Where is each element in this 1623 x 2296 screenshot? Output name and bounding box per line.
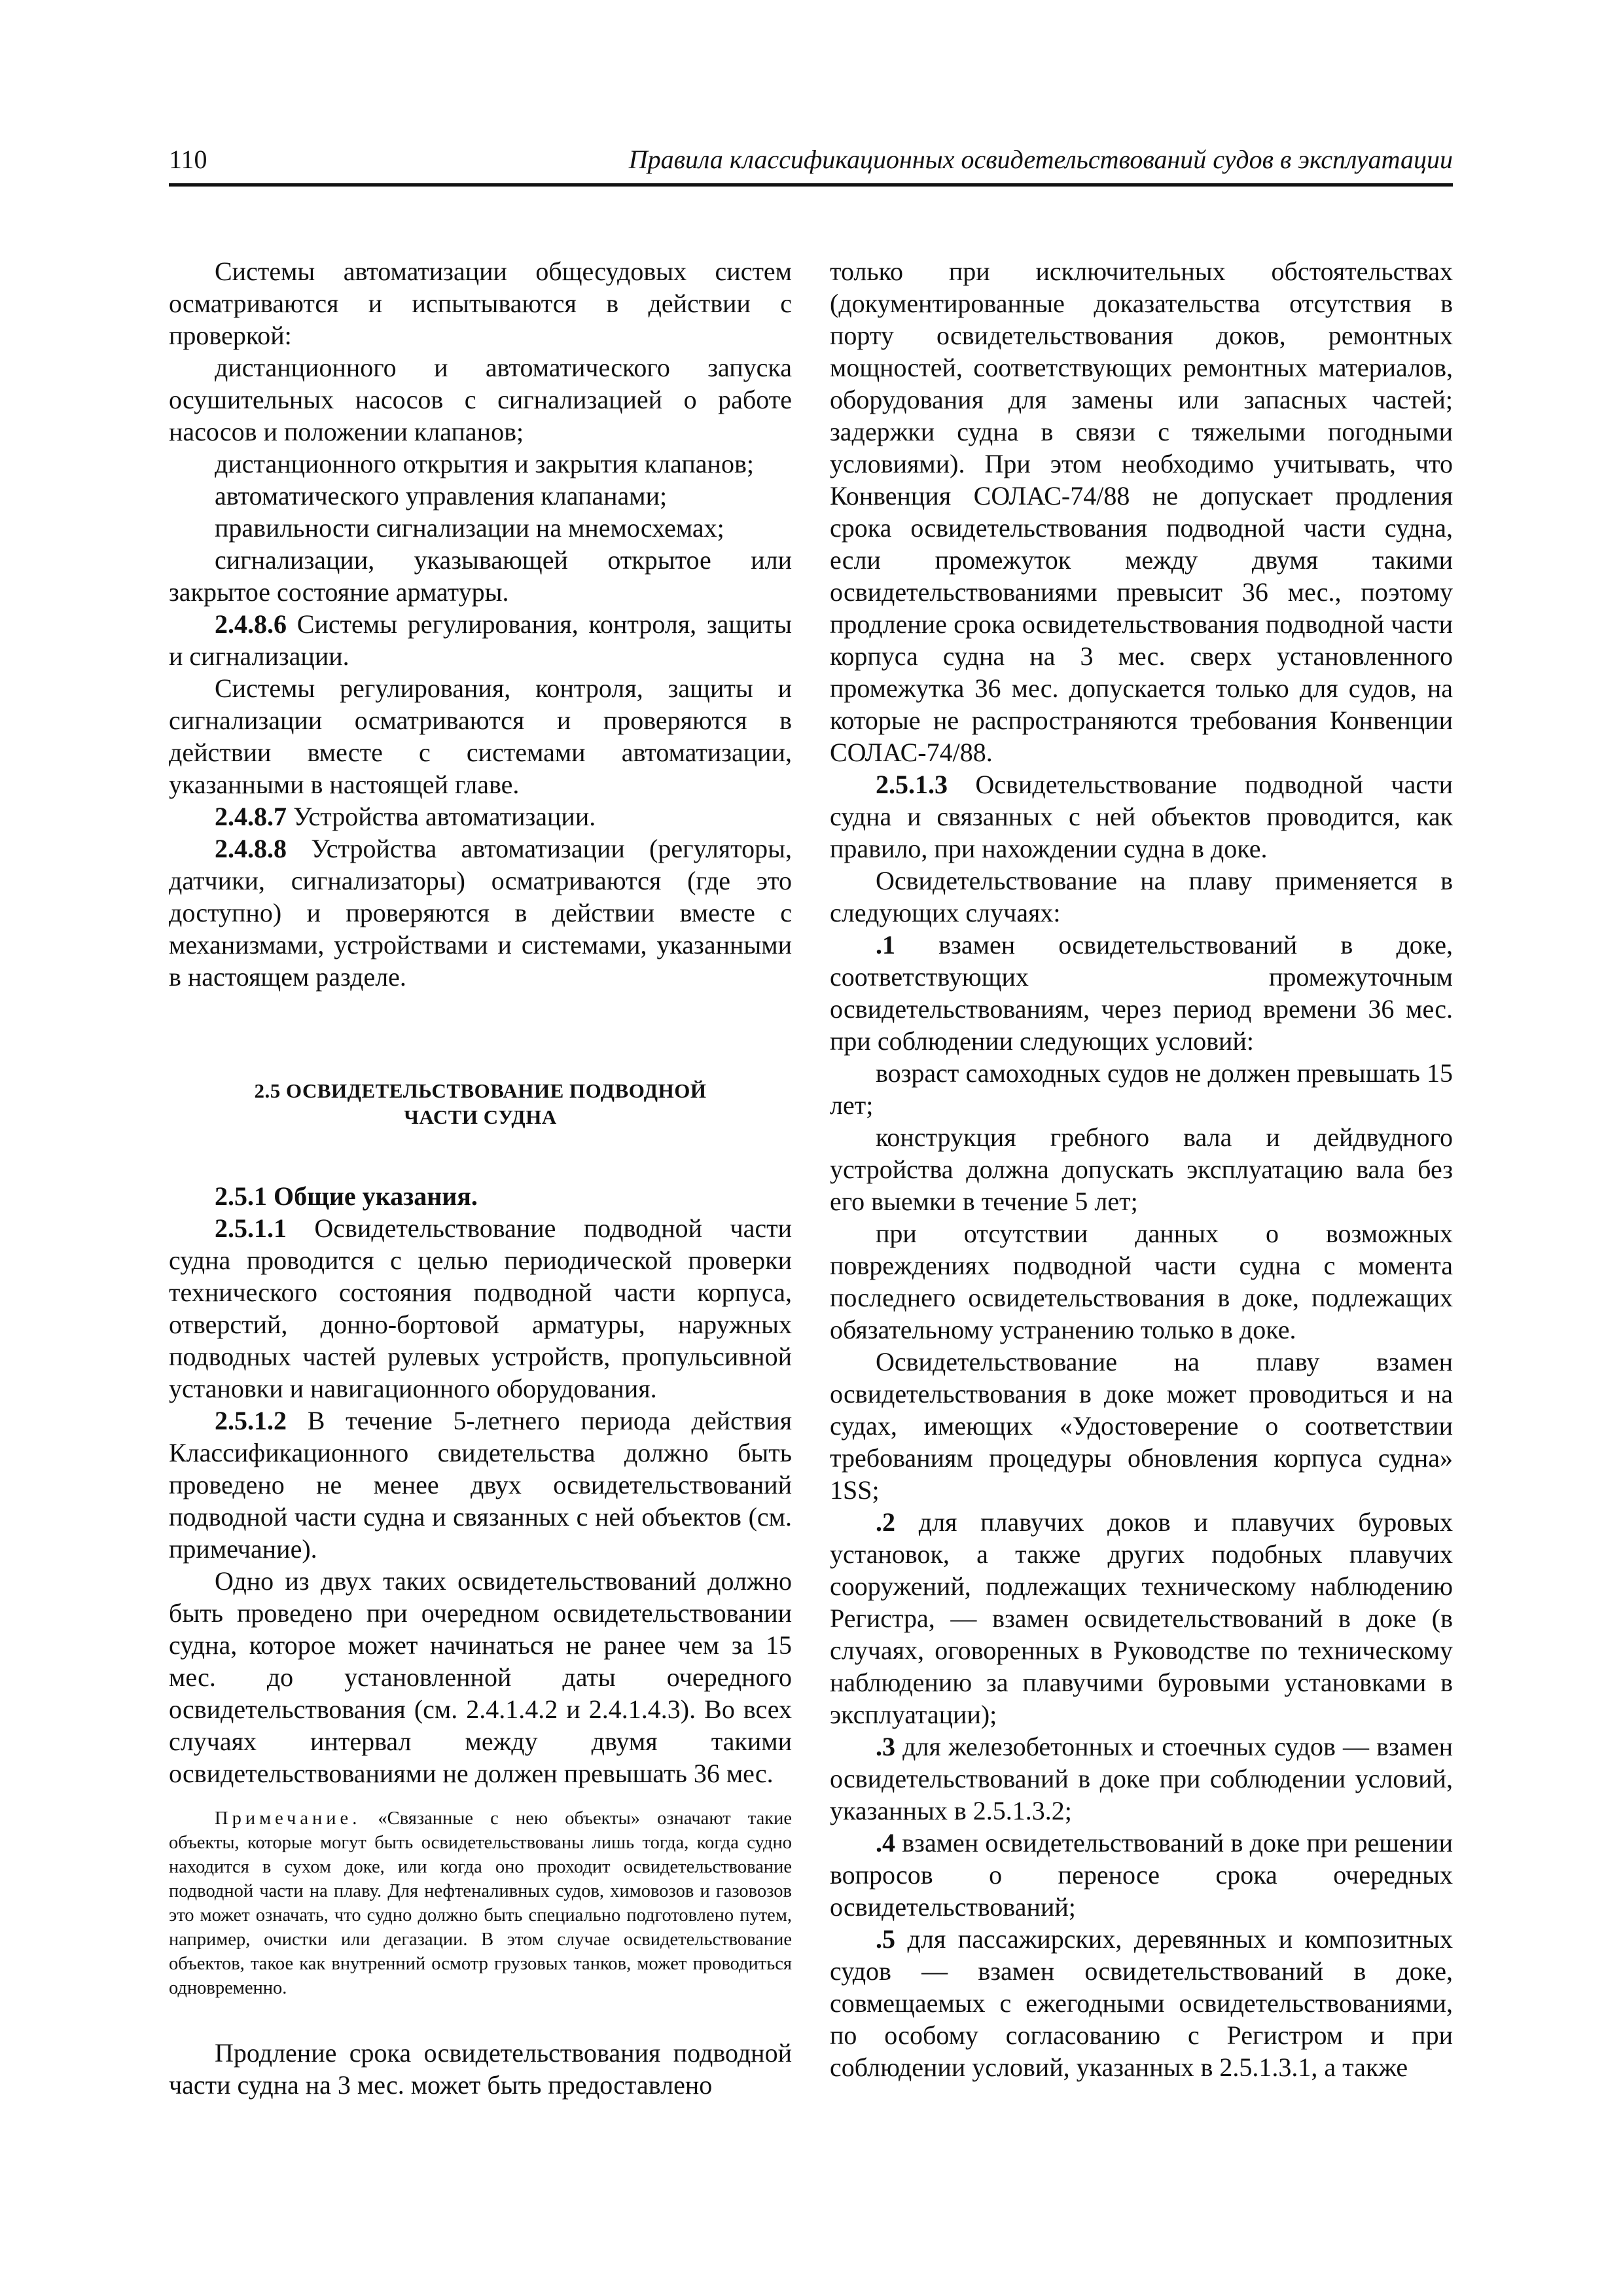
clause-number: 2.4.8.6 (215, 609, 287, 639)
paragraph: только при исключительных обстоятельствах (документированные доказательства отсутствия в порту освидетельствования доков, ремонтных мощностей, соответствующих ремонтных материалов, оборудования для замены или запасных частей; задержки судна в связи с тяжелыми погодными условиями). При этом необходимо учитывать, что Конвенция СОЛАС-74/88 не допускает продления срока освидетельствования подводной части судна, если промежуток между двумя такими освидетельствованиями превысит 36 мес., поэтому продление срока освидетельствования подводной части корпуса судна на 3 мес. сверх установленного промежутка 36 мес. допускается только для судов, на которые не распространяются требования Конвенции СОЛАС-74/88. (830, 257, 1453, 767)
paragraph (169, 1405, 792, 1565)
paragraph-text: Освидетельствование подводной части судна проводится с целью периодической проверки технического состояния подводной части корпуса, отверстий, донно-бортовой арматуры, наружных подводных частей рулевых устройств, пропульсивной установки и навигационного оборудования. (169, 1213, 792, 1403)
paragraph: Продление срока освидетельствования подводной части судна на 3 мес. может быть предоставлено (169, 2038, 792, 2100)
subsection-title: 2.5.1 Общие указания. (215, 1181, 478, 1211)
paragraph: автоматического управления клапанами; (215, 481, 668, 511)
clause-number: 2.4.8.8 (215, 834, 287, 863)
paragraph: конструкция гребного вала и дейдвудного устройства должна допускать эксплуатацию вала без его выемки в течение 5 лет; (830, 1122, 1453, 1216)
paragraph-text: для железобетонных и стоечных судов — взамен освидетельствований в доке при соблюдении условий, указанных в 2.5.1.3.2; (830, 1732, 1453, 1825)
right-column (830, 255, 1453, 2083)
paragraph: дистанционного открытия и закрытия клапанов; (215, 449, 754, 478)
section-title (169, 1078, 792, 1130)
paragraph (830, 1506, 1453, 1731)
paragraph (830, 1923, 1453, 2083)
note-label: Примечание. (215, 1808, 361, 1829)
paragraph: Одно из двух таких освидетельствований должно быть проведено при очередном освидетельствовании судна, которое может начинаться не ранее чем за 15 мес. до установленной даты очередного освидетельствования (см. 2.4.1.4.2 и 2.4.1.4.3). Во всех случаях интервал между двумя такими освидетельствованиями не должен превышать 36 мес. (169, 1566, 792, 1788)
running-title: Правила классификационных освидетельствований судов в эксплуатации (628, 145, 1453, 174)
paragraph-text: для пассажирских, деревянных и композитных судов — взамен освидетельствований в доке, совмещаемых с ежегодными освидетельствованиями, по особому согласованию с Регистром и при соблюдении условий, указанных в 2.5.1.3.1, а также (830, 1924, 1453, 2082)
clause-number: 2.5.1.3 (876, 770, 948, 799)
left-column (169, 255, 792, 2101)
paragraph: Системы автоматизации общесудовых систем осматриваются и испытываются в действии с проверкой: (169, 257, 792, 350)
paragraph: дистанционного и автоматического запуска осушительных насосов с сигнализацией о работе насосов и положении клапанов; (169, 353, 792, 446)
note-text: «Связанные с нею объекты» означают такие объекты, которые могут быть освидетельствованы лишь тогда, когда судно находится в сухом доке, или когда оно проходит освидетельствование подводной части на плаву. Для нефтеналивных судов, химовозов и газовозов это может означать, что судно должно быть специально подготовлено путем, например, очистки или дегазации. В этом случае освидетельствование объектов, такое как внутренний осмотр грузовых танков, может проводиться одновременно. (169, 1808, 792, 1998)
clause-number: .2 (876, 1507, 895, 1537)
clause-number: .1 (876, 930, 895, 960)
clause-number: 2.4.8.7 (215, 802, 287, 831)
paragraph-text: Устройства автоматизации. (287, 802, 596, 831)
paragraph-text: взамен освидетельствований в доке при решении вопросов о переносе срока очередных освидетельствований; (830, 1828, 1453, 1922)
paragraph: сигнализации, указывающей открытое или закрытое состояние арматуры. (169, 545, 792, 607)
paragraph-text: для плавучих доков и плавучих буровых установок, а также других подобных плавучих сооружений, подлежащих техническому наблюдению Регистра, — взамен освидетельствований в доке (в случаях, оговоренных в Руководстве по техническому наблюдению за плавучими буровыми установками в эксплуатации); (830, 1507, 1453, 1729)
paragraph (830, 1731, 1453, 1827)
paragraph (169, 1212, 792, 1405)
clause-number: .3 (876, 1732, 895, 1761)
paragraph: Освидетельствование на плаву применяется в следующих случаях: (830, 866, 1453, 927)
paragraph: при отсутствии данных о возможных повреждениях подводной части судна с момента последнего освидетельствования в доке, подлежащих обязательному устранению только в доке. (830, 1219, 1453, 1344)
paragraph: правильности сигнализации на мнемосхемах; (215, 513, 724, 543)
section-title-line: 2.5 ОСВИДЕТЕЛЬСТВОВАНИЕ ПОДВОДНОЙ (254, 1079, 707, 1102)
page-number: 110 (169, 145, 207, 174)
paragraph-text: Устройства автоматизации (регуляторы, датчики, сигнализаторы) осматриваются (где это доступно) и проверяются в действии вместе с механизмами, устройствами и системами, указанными в настоящем разделе. (169, 834, 792, 992)
paragraph (830, 768, 1453, 865)
paragraph-text: Системы регулирования, контроля, защиты и сигнализации. (169, 609, 792, 671)
clause-number: .4 (876, 1828, 895, 1857)
paragraph-text: взамен освидетельствований в доке, соответствующих промежуточным освидетельствованиям, через период времени 36 мес. при соблюдении следующих условий: (830, 930, 1453, 1056)
note (169, 1806, 792, 2000)
clause-number: 2.5.1.2 (215, 1406, 287, 1435)
page-header (169, 140, 1453, 187)
paragraph-text: В течение 5-летнего периода действия Классификационного свидетельства должно быть проведено не менее двух освидетельствований подводной части судна и связанных с ней объектов (см. примечание). (169, 1406, 792, 1564)
section-title-line: ЧАСТИ СУДНА (404, 1105, 557, 1128)
clause-number: .5 (876, 1924, 895, 1954)
paragraph (169, 800, 792, 833)
paragraph: Освидетельствование на плаву взамен освидетельствования в доке может проводиться и на судах, имеющих «Удостоверение о соответствии требованиям процедуры обновления корпуса судна» 1SS; (830, 1347, 1453, 1505)
paragraph-text: Освидетельствование подводной части судна и связанных с ней объектов проводится, как правило, при нахождении судна в доке. (830, 770, 1453, 863)
paragraph (169, 833, 792, 993)
paragraph (830, 1827, 1453, 1923)
paragraph: Системы регулирования, контроля, защиты и сигнализации осматриваются и проверяются в действии вместе с системами автоматизации, указанными в настоящей главе. (169, 673, 792, 799)
paragraph: возраст самоходных судов не должен превышать 15 лет; (830, 1058, 1453, 1120)
paragraph (830, 929, 1453, 1057)
clause-number: 2.5.1.1 (215, 1213, 287, 1243)
paragraph (169, 608, 792, 672)
